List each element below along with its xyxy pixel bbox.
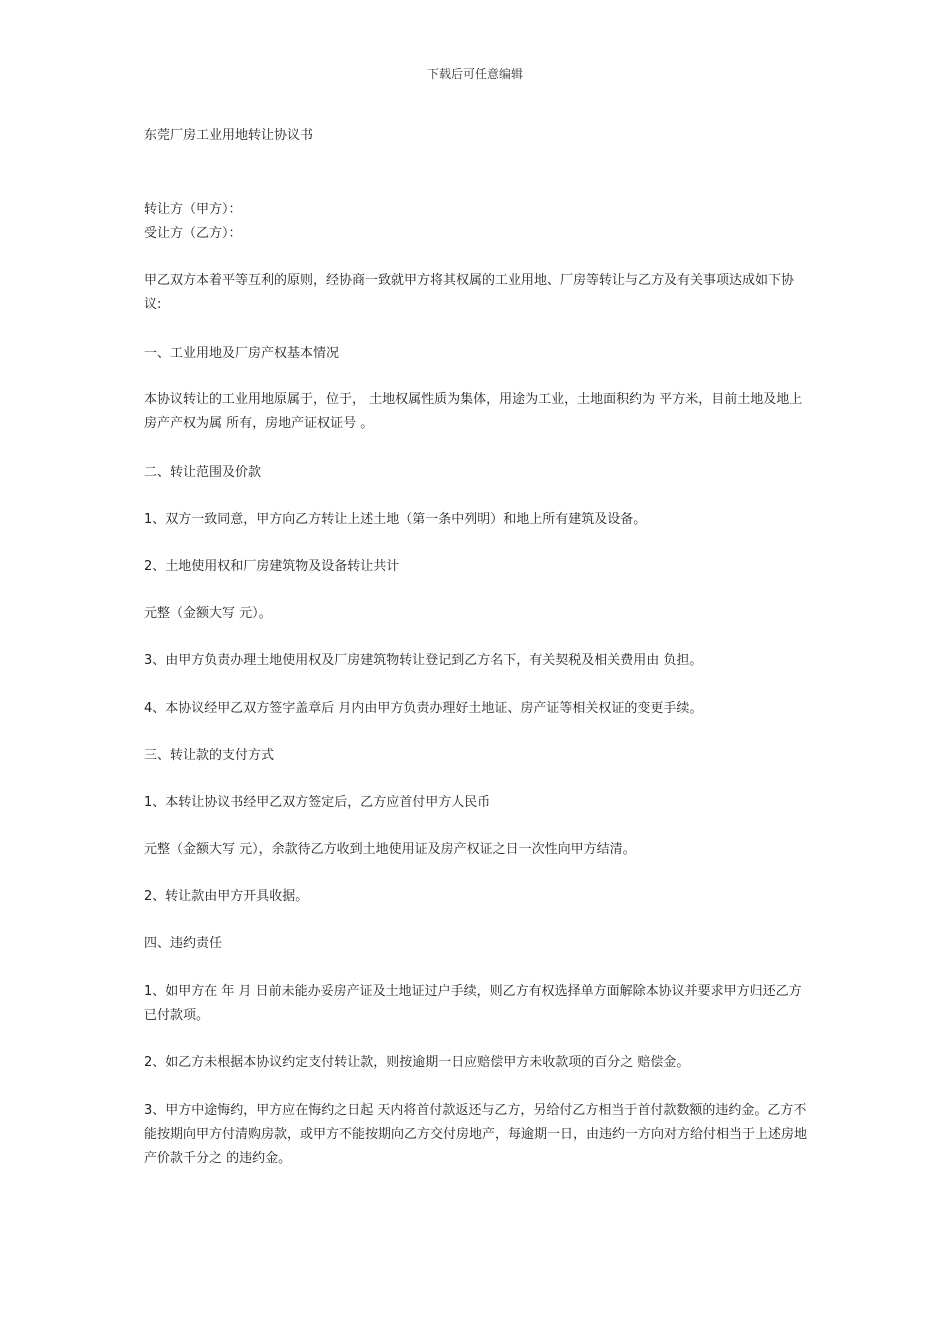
section4-item3: 3、甲方中途悔约，甲方应在悔约之日起 天内将首付款返还与乙方，另给付乙方相当于首付款数额的违约金。乙方不能按期向甲方付清购房款，或甲方不能按期向乙方交付房地产，每逾期一日，由违约一方向对方给付相当于上述房地产价款千分之 的违约金。 xyxy=(144,1103,808,1166)
section4-item2: 2、如乙方未根据本协议约定支付转让款，则按逾期一日应赔偿甲方未收款项的百分之 赔偿金。 xyxy=(144,1055,690,1070)
section1-body: 本协议转让的工业用地原属于，位于， 土地权属性质为集体，用途为工业，土地面积约为 平方米，目前土地及地上房产产权为属 所有，房地产证权证号 。 xyxy=(144,392,803,431)
section2-item3: 3、由甲方负责办理土地使用权及厂房建筑物转让登记到乙方名下，有关契税及相关费用由 负担。 xyxy=(144,653,703,668)
document-title: 东莞厂房工业用地转让协议书 xyxy=(144,128,314,143)
section2-item2b: 元整（金额大写 元）。 xyxy=(144,606,272,621)
section1-heading: 一、工业用地及厂房产权基本情况 xyxy=(144,346,340,361)
transferor-line: 转让方（甲方）： xyxy=(144,202,242,217)
section2-item1: 1、双方一致同意，甲方向乙方转让上述土地（第一条中列明）和地上所有建筑及设备。 xyxy=(144,512,647,527)
section2-item4: 4、本协议经甲乙双方签字盖章后 月内由甲方负责办理好土地证、房产证等相关权证的变更手续。 xyxy=(144,701,703,716)
transferee-line: 受让方（乙方）： xyxy=(144,226,242,241)
intro-paragraph: 甲乙双方本着平等互利的原则，经协商一致就甲方将其权属的工业用地、厂房等转让与乙方及有关事项达成如下协议: xyxy=(144,273,795,312)
section2-item2a: 2、土地使用权和厂房建筑物及设备转让共计 xyxy=(144,559,400,574)
section3-item2: 2、转让款由甲方开具收据。 xyxy=(144,889,309,904)
header-note: 下载后可任意编辑 xyxy=(426,67,523,81)
section3-heading: 三、转让款的支付方式 xyxy=(144,748,275,763)
section3-item1a: 1、本转让协议书经甲乙双方签定后，乙方应首付甲方人民币 xyxy=(144,795,491,810)
section2-heading: 二、转让范围及价款 xyxy=(144,465,262,480)
section3-item1b: 元整（金额大写 元），余款待乙方收到土地使用证及房产权证之日一次性向甲方结清。 xyxy=(144,842,636,857)
section4-item1: 1、如甲方在 年 月 日前未能办妥房产证及土地证过户手续，则乙方有权选择单方面解除本协议并要求甲方归还乙方已付款项。 xyxy=(144,984,802,1023)
section4-heading: 四、违约责任 xyxy=(144,936,223,951)
